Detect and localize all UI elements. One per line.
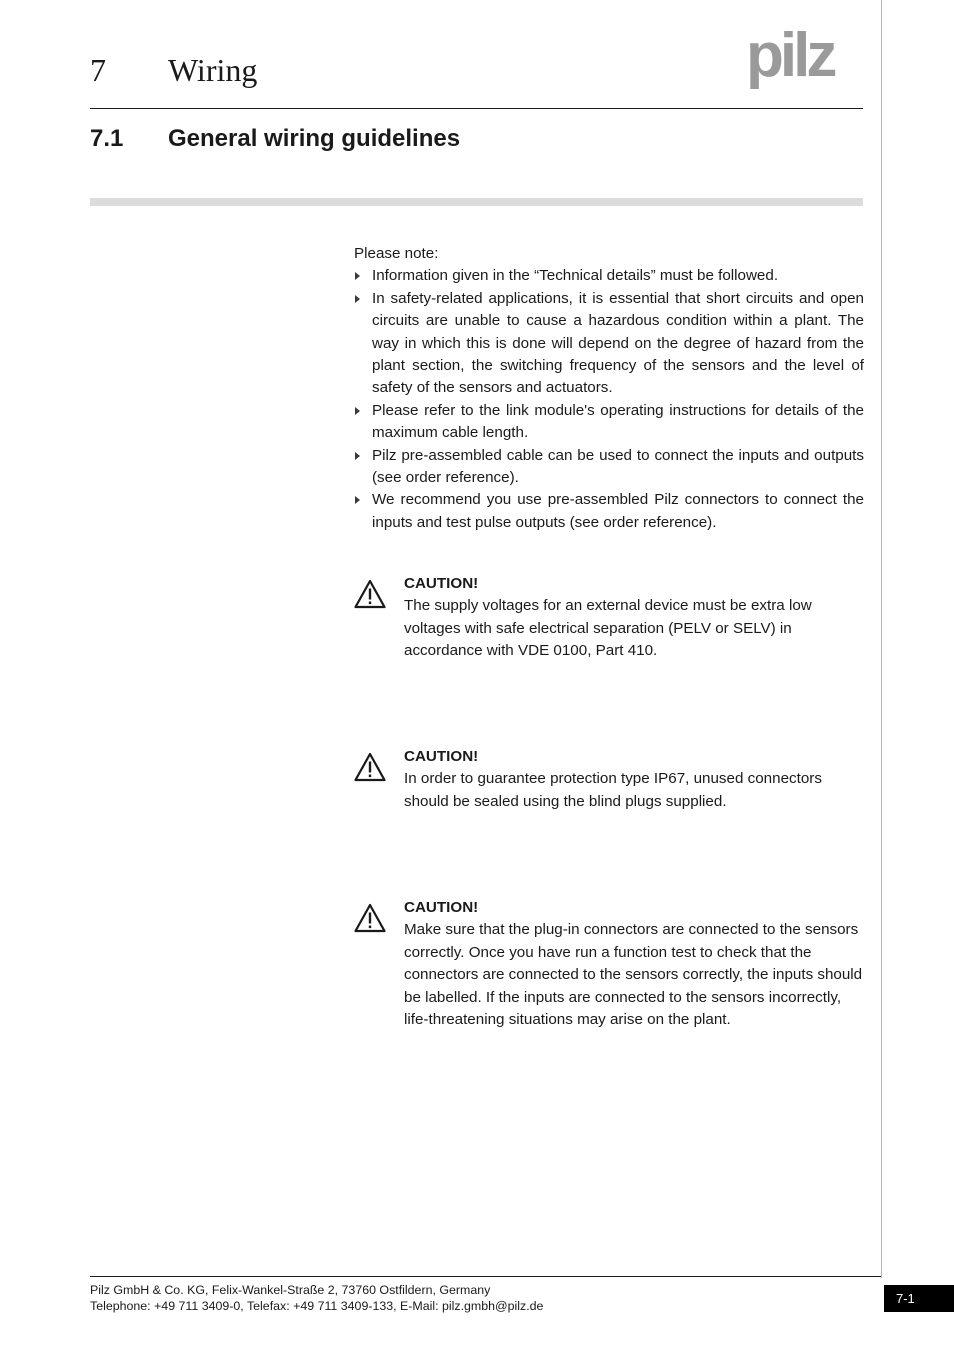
- page-edge-rule: [881, 0, 882, 1278]
- warning-triangle-icon: [354, 752, 386, 782]
- list-item: [354, 400, 864, 445]
- caution-heading: CAUTION!: [404, 575, 479, 592]
- guideline-list: [354, 265, 864, 534]
- caution-text: Make sure that the plug-in connectors are connected to the sensors correctly. Once you have run a function test to check that the connectors are connected to the sensors correctly, the inputs should be labelled. If the inputs are connected to the sensors incorrectly, life-threatening situations may arise on the plant.: [404, 921, 863, 1029]
- caution-heading: CAUTION!: [404, 899, 479, 916]
- caution-block: [354, 897, 864, 1031]
- section-divider-band: [90, 198, 863, 206]
- svg-text:pilz: pilz: [746, 26, 834, 90]
- page-number: 7-1: [884, 1285, 954, 1312]
- triangle-right-icon: [355, 272, 360, 280]
- list-item: [354, 265, 864, 287]
- warning-triangle-icon: [354, 579, 386, 609]
- list-item-text: Information given in the “Technical details” must be followed.: [372, 267, 779, 285]
- intro-block: [354, 243, 864, 534]
- section-number: 7.1: [90, 125, 124, 152]
- section-title: General wiring guidelines: [168, 125, 461, 152]
- header-rule: [90, 108, 863, 109]
- caution-text: The supply voltages for an external device must be extra low voltages with safe electrical separation (PELV or SELV) in accordance with VDE 0100, Part 410.: [404, 597, 812, 660]
- intro-lead: Please note:: [354, 245, 439, 262]
- chapter-number: 7: [90, 52, 106, 88]
- list-item: [354, 288, 864, 400]
- pilz-logo: [746, 26, 864, 96]
- caution-heading: CAUTION!: [404, 748, 479, 765]
- footer-contact: Telephone: +49 711 3409-0, Telefax: +49 711 3409-133, E-Mail: pilz.gmbh@pilz.de: [90, 1299, 544, 1313]
- caution-text: In order to guarantee protection type IP67, unused connectors should be sealed using the blind plugs supplied.: [404, 770, 822, 810]
- footer-rule: [90, 1276, 881, 1277]
- list-item-text: Please refer to the link module's operating instructions for details of the maximum cable length.: [372, 401, 864, 442]
- list-item-text: Pilz pre-assembled cable can be used to connect the inputs and outputs (see order reference).: [372, 446, 864, 487]
- warning-triangle-icon: [354, 903, 386, 933]
- caution-block: [354, 573, 864, 663]
- list-item-text: In safety-related applications, it is essential that short circuits and open circuits are unable to cause a hazardous condition within a plant. The way in which this is done will depend on the degree of hazard from the plant section, the switching frequency of the sensors and the level of safety of the sensors and actuators.: [372, 289, 864, 397]
- chapter-title: Wiring: [168, 52, 258, 88]
- triangle-right-icon: [355, 496, 360, 504]
- list-item: [354, 445, 864, 490]
- caution-block: [354, 746, 864, 813]
- footer-address: Pilz GmbH & Co. KG, Felix-Wankel-Straße 2, 73760 Ostfildern, Germany: [90, 1283, 491, 1297]
- triangle-right-icon: [355, 295, 360, 303]
- list-item-text: We recommend you use pre-assembled Pilz connectors to connect the inputs and test pulse outputs (see order reference).: [372, 491, 864, 531]
- list-item: [354, 489, 864, 534]
- triangle-right-icon: [355, 407, 360, 415]
- triangle-right-icon: [355, 452, 360, 460]
